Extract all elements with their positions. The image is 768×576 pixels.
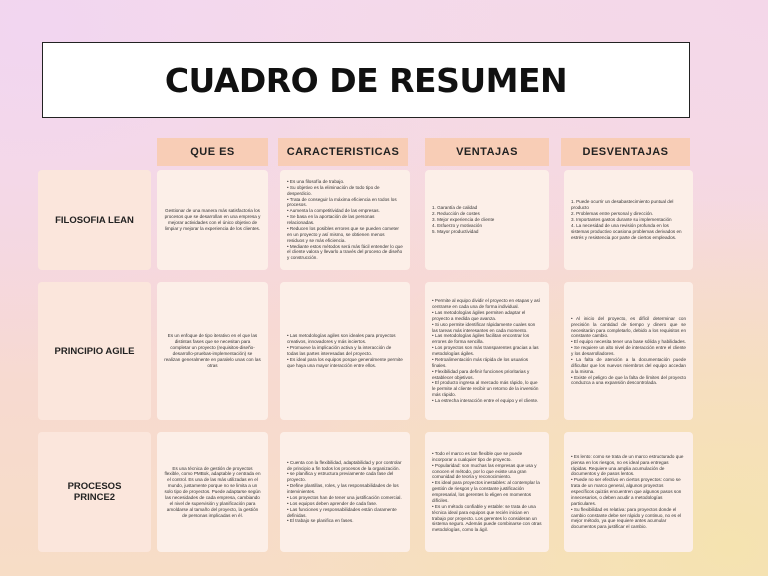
cell-text: Gestionar de una manera más satisfactoria los procesos que se desarrollan en una empresa y mejorar actividades con el único objetivo de limpiar y mejorar la experiencia de los clientes.: [164, 208, 261, 231]
header-caracteristicas: CARACTERISTICAS: [278, 138, 408, 166]
cell-agile-desventajas: [564, 282, 693, 420]
cell-agile-caracteristicas: [280, 282, 410, 420]
cell-prince2-que-es: [157, 432, 268, 552]
header-ventajas: VENTAJAS: [425, 138, 549, 166]
cell-prince2-desventajas: [564, 432, 693, 552]
cell-text: • Todo el marco es tan flexible que se puede incorporar a cualquier tipo de proyecto. • Popularidad: son muchas las empresas que usa y conocen el método, por lo que existe una gran comunidad de teoría y reconocimiento. • Es ideal para proyectos inestables: al contemplar la gestión de riesgos y la constante justificación empresarial, los gerentes lo eligen en momentos difíciles. • Es un método confiable y estable: se trata de una técnica ideal para equipos que recién inician en trabajo por proyecto. Los gerentes lo consideran un sistema seguro. Además puede combinarse con otras metodologías, como la ágil.: [432, 450, 542, 533]
cell-text: 1. Puede ocurrir un desabastecimiento puntual del producto 2. Problemas entre personal y dirección. 3. Importantes gastos durante su implementación 4. La necesidad de una revisión profunda en los sistemas productivo ocasiona problemas derivados en estrés y resistencia por parte de ciertos empleados.: [571, 199, 682, 240]
cell-text: 1. Garantía de calidad 2. Reducción de costes 3. Mejor experiencia de cliente 4. Esfuerzo y motivación 5. Mayor productividad: [432, 205, 495, 234]
cell-agile-que-es: [157, 282, 268, 420]
row-label-principio-agile: PRINCIPIO AGILE: [38, 282, 151, 420]
cell-lean-desventajas: [564, 170, 693, 270]
page-title: CUADRO DE RESUMEN: [164, 60, 568, 100]
cell-text: Es un enfoque de tipo iterativo en el que las distintas fases que se necesitan para completar un proyecto (requisitos-diseño-desarrollo-pruebas-implementación) se realizan generalmente en paralelo unas con las otras: [164, 333, 261, 368]
cell-lean-ventajas: [425, 170, 549, 270]
cell-text: • Las metodologías agiles son ideales para proyectos creativos, innovadores y más inciertos. • Promueve la implicación activa y la interacción de todas las partes interesadas del proyecto. • Es ideal para los equipos porque generalmente permite que haya una mayor interacción entre ellos.: [287, 333, 403, 368]
row-label-filosofia-lean: FILOSOFIA LEAN: [38, 170, 151, 270]
cell-agile-ventajas: [425, 282, 549, 420]
title-box: [42, 42, 690, 118]
cell-prince2-caracteristicas: [280, 432, 410, 552]
cell-text: • Cuenta con la flexibilidad, adaptabilidad y por controlar de principio a fin todos los procesos de la organización. • se planifica y estructura previamente cada fase del proyecto. • Define plantillas, roles, y las responsabilidades de los intervinientes. • Los proyectos han de tener una justificación comercial. • Los equipos deben aprender de cada fase. • Las funciones y responsabilidades están claramente definidas. • El trabajo se planifica en fases.: [287, 459, 402, 524]
cell-text: • Es una filosofía de trabajo. • Su objetivo es la eliminación de todo tipo de desperdicio. • Trata de conseguir la máxima eficiencia en todos los procesos. • Aumenta la competitividad de las empresas. • Se basa en la aportación de las personas relacionadas. • Reducen los posibles errores que se pueden cometer en un proyecto y así mismo, se obtienen menos residuos y se más eficiencia. • Mediante estos métodos será más fácil entender lo que el cliente valora y llevarlo a través del proceso de diseño y construcción.: [287, 178, 403, 261]
cell-text: • Al inicio del proyecto, es difícil determinar con precisión la cantidad de tiempo y dinero que se necesitarán para completarlo, debido a los requisitos en constante cambio. • El equipo necesita tener una base sólida y habilidades. • Se requiere un alto nivel de interacción entre el cliente y los desarrolladores. • La falta de atención a la documentación puede dificultar que los nuevos miembros del equipo accedan a la misma. • Existe el peligro de que la falta de límites del proyecto conduzca a una expansión descontrolada.: [571, 315, 686, 386]
cell-text: Es una técnica de gestión de proyectos flexible, como PMBok, adaptable y centrada en el control. Es una de las más utilizadas en el mundo, justamente porque no se limita a un solo tipo de proyectos. Puede adaptarse según las necesidades de cada empresa, cambiando el nivel de supervisión y planificación para amoldarse al tamaño del proyecto, la gestión de personas implicadas en él.: [164, 465, 261, 518]
cell-text: • Permite al equipo dividir el proyecto en etapas y así centrarse en cada una de forma individual. • Las metodologías ágiles permiten adaptar el proyecto a medida que avanza. • Si uso permite identificar rápidamente cuales son las tareas más interesantes en cada momento. • Las metodologías ágiles facilitan encontrar los errores de forma sencilla. • Los proyectos son más transparentes gracias a las metodologías ágiles. • Retroalimentación más rápida de los usuarios finales. • Flexibilidad para definir funciones prioritarias y establecer objetivos. • El producto ingresa al mercado más rápido, lo que le permite al cliente recibir un retorno de la inversión más rápido. • La estrecha interacción entre el equipo y el cliente.: [432, 298, 541, 403]
cell-prince2-ventajas: [425, 432, 549, 552]
row-label-procesos-prince2: PROCESOS PRINCE2: [38, 432, 151, 552]
header-que-es: QUE ES: [157, 138, 268, 166]
cell-lean-caracteristicas: [280, 170, 410, 270]
header-desventajas: DESVENTAJAS: [561, 138, 690, 166]
cell-lean-que-es: [157, 170, 268, 270]
cell-text: • Es lento: como se trata de un marco estructurado que piensa en los riesgos, no es ideal para entregas rápidas. Requiere una amplia acumulación de documentos y de pasos lentos. • Puede no ser efectivo en ciertos proyectos: como se trata de un marco general, algunos proyectos específicos quizás encuentren que algunos pasos son innecesarios, o deben acudir a metodologías particulares. • Su flexibilidad es relativa: para proyectos donde el cambio constante debe ser rápido y continuo, no es el mejor método, ya que requiere antes acumular documentos para justificar el cambio.: [571, 453, 684, 530]
